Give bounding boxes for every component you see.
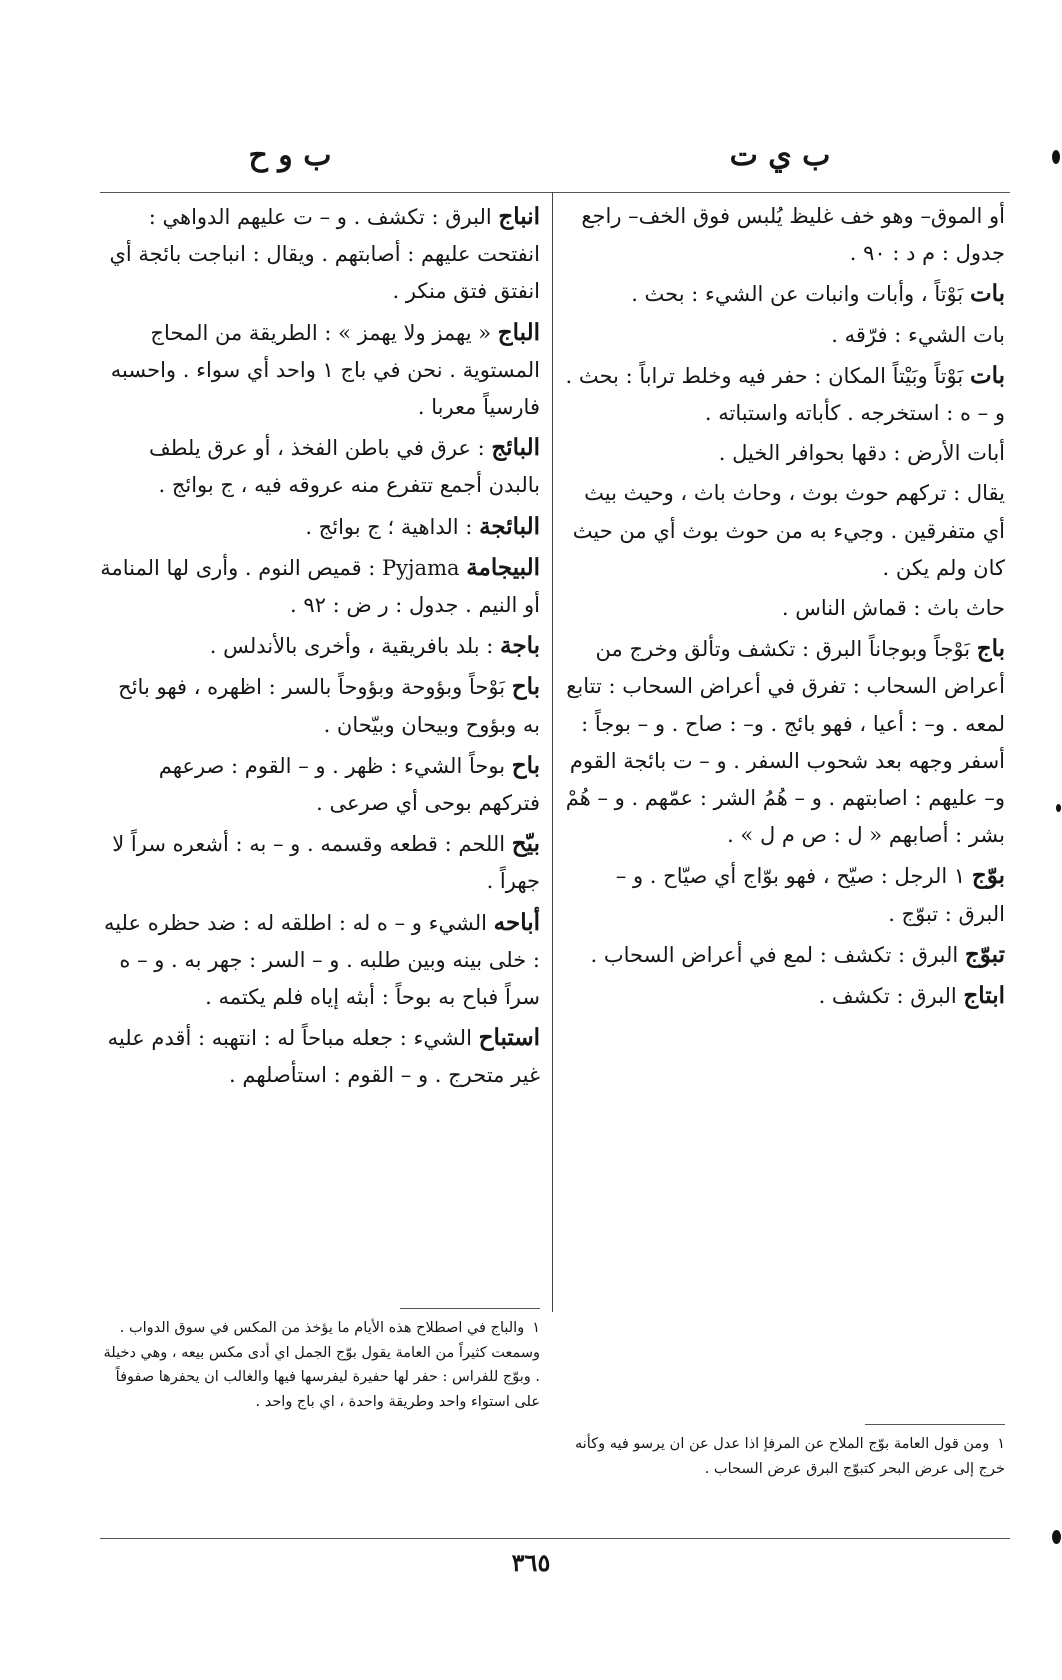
entry-text: الشيء و – ه له : اطلقه له : ضد حظره عليه : خلى بينه وبين طلبه . و – السر : جهر به . و – ه سراً فباح به بوحاً : أبثه إياه فلم يكتمه .	[103, 910, 540, 1010]
entry	[565, 977, 1005, 1015]
bottom-rule	[100, 1538, 1010, 1539]
headword: أباحه	[493, 908, 540, 936]
entry-text: بَوْحاً وبؤوحة وبؤوحاً بالسر : اظهره ، فهو بائح به وبؤوح وبيحان وبيّحان .	[118, 675, 540, 737]
column-divider	[552, 192, 553, 1312]
headword: باجة	[500, 632, 540, 660]
footnote-text: ومن قول العامة بوّج الملاح عن المرفإ اذا عدل عن ان يرسو فيه وكأنه خرج إلى عرض البحر كتبوّج البرق عرض السحاب .	[574, 1436, 1005, 1477]
right-column-header: ب ي ت	[729, 138, 831, 173]
entry	[565, 435, 1005, 472]
footnote-marker: ١	[997, 1436, 1005, 1452]
headword: البائجة	[479, 512, 540, 540]
headword: تبوّج	[964, 940, 1005, 968]
headword: بات	[969, 280, 1005, 308]
page-number: ٣٦٥	[511, 1548, 551, 1577]
footnote-rule-left	[400, 1308, 540, 1309]
entry	[100, 904, 540, 1017]
entry	[100, 825, 540, 900]
entry-text: البرق : تكشف : لمع في أعراض السحاب .	[590, 942, 959, 967]
entry-text: حاث باث : قماش الناس .	[781, 596, 1005, 621]
entry-text: بَوْجاً وبوجاناً البرق : تكشف وتألق وخرج من أعراض السحاب : تفرق في أعراض السحاب : تتابع لمعه . و– : أعيا ، فهو بائج . و– : صاح . و – بوجاً : أسفر وجهه بعد شحوب السفر . و – ت بائجة القوم و– عليهم : اصابتهم . و – هُمُ الشر : عمّهم . و – هُمْ بشر : أصابهم « ل : ص م ل » .	[565, 637, 1005, 848]
entry-text: البرق : تكشف . و – ت عليهم الدواهي : انفتحت عليهم : أصابتهم . ويقال : انباجت بائجة أي انفتق فتق منكر .	[109, 205, 540, 304]
entry	[100, 314, 540, 427]
entry	[565, 936, 1005, 974]
entry	[565, 357, 1005, 432]
footnote-rule-right	[865, 1424, 1005, 1425]
entry-text: : عرق في باطن الفخذ ، أو عرق يلطف بالبدن أجمع تتفرع منه عروقه فيه ، ج بوائج .	[148, 436, 540, 498]
edge-mark-top	[1052, 150, 1060, 164]
entry-text: أبات الأرض : دقها بحوافر الخيل .	[718, 441, 1005, 466]
entry	[100, 627, 540, 665]
headword: البيجامة	[466, 553, 540, 581]
entry-text: اللحم : قطعه وقسمه . و – به : أشعره سراً لا جهراً .	[112, 832, 540, 894]
entry	[565, 590, 1005, 627]
entry-text: البرق : تكشف .	[818, 984, 957, 1009]
entry-text: يقال : تركهم حوث بوث ، وحاث باث ، وحيث بيث أي متفرقين . وجيء به من حوث بوث أي من حيث كان ولم يكن .	[572, 481, 1005, 580]
headword: باج	[976, 635, 1005, 663]
entry	[100, 1019, 540, 1094]
entry	[565, 198, 1005, 272]
headword: بات	[969, 361, 1005, 389]
entry	[100, 747, 540, 822]
entry-text: ١ الرجل : صيّح ، فهو بوّاج أي صيّاح . و – البرق : تبوّج .	[615, 864, 1005, 926]
entry-text: : الداهية ؛ ج بوائج .	[305, 514, 473, 539]
headword: البائج	[491, 434, 540, 462]
entry	[565, 317, 1005, 354]
entry-text: بات الشيء : فرّقه .	[831, 322, 1005, 347]
entry	[565, 475, 1005, 587]
entry	[100, 549, 540, 624]
headword: باح	[511, 751, 540, 779]
left-column-header: ب و ح	[248, 138, 332, 173]
entry-text: بَوْتاً وبَيْتاً المكان : حفر فيه وخلط تراباً : بحث . و – ه : استخرجه . كأباته واستباته .	[565, 363, 1005, 426]
left-column	[100, 198, 540, 1095]
entry-text: بوحاً الشيء : ظهر . و – القوم : صرعهم فتركهم بوحى أي صرعى .	[158, 753, 540, 816]
headword: باح	[511, 673, 540, 701]
entry-text: أو الموق– وهو خف غليظ يُلبس فوق الخف– راجع جدول : م د : ٩٠ .	[581, 204, 1005, 266]
headword: ابتاج	[963, 982, 1005, 1010]
entry	[100, 429, 540, 504]
entry	[100, 668, 540, 743]
entry	[100, 198, 540, 311]
entry	[565, 275, 1005, 313]
entry-text: « يهمز ولا يهمز » : الطريقة من المحاج المستوية . نحن في باج ١ واحد أي سواء . واحسبه فارسياً معربا .	[110, 320, 540, 420]
headword: انباج	[498, 203, 540, 230]
edge-mark-middle	[1056, 804, 1061, 812]
entry-text: : بلد بافريقية ، وأخرى بالأندلس .	[209, 634, 494, 659]
entry-text: بَوْتاً ، وأبات وانبات عن الشيء : بحث .	[631, 282, 964, 307]
entry	[565, 630, 1005, 854]
entry-text: Pyjama : قميص النوم . وأرى لها المنامة أو النيم . جدول : ر ض : ٩٢ .	[100, 555, 540, 618]
edge-mark-bottom	[1052, 1530, 1061, 1544]
header-rule	[100, 192, 1010, 193]
right-column	[565, 198, 1005, 1015]
entry	[565, 857, 1005, 932]
footnote-left	[100, 1316, 540, 1414]
footnote-text: والباج في اصطلاح هذه الأيام ما يؤخذ من المكس في سوق الدواب . وسمعت كثيراً من العامة يقول بوّج الجمل اي أدى مكس بيعه ، وهي دخيلة . وبوّج للفراس : حفر لها حفيرة ليفرسها فيها والغالب ان يحفرها صفوفاً على استواء واحد وطريقة واحدة ، اي باج واحد .	[103, 1320, 540, 1410]
headword: الباج	[497, 318, 540, 346]
footnote-marker: ١	[532, 1320, 540, 1336]
entry	[100, 508, 540, 546]
headword: بيّح	[511, 830, 540, 858]
headword: بوّج	[971, 862, 1005, 890]
entry-text: الشيء : جعله مباحاً له : انتهبه : أقدم عليه غير متحرج . و – القوم : استأصلهم .	[107, 1026, 540, 1088]
headword: استباح	[478, 1024, 540, 1052]
footnote-right	[565, 1432, 1005, 1481]
